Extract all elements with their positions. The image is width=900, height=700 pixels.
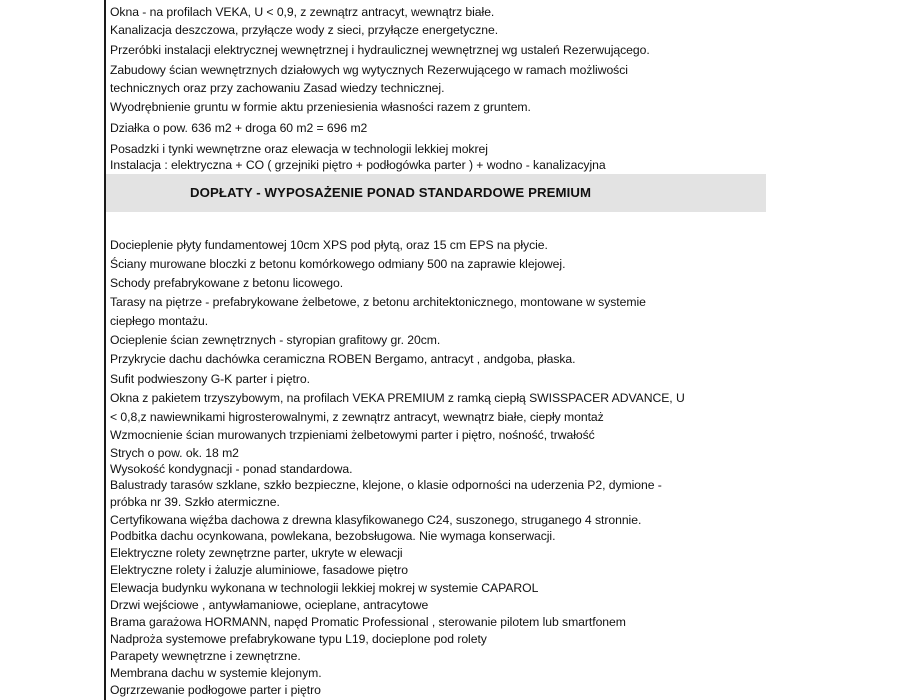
premium-line: Ocieplenie ścian zewnętrznych - styropian grafitowy gr. 20cm. <box>110 333 441 347</box>
top-line: Działka o pow. 636 m2 + droga 60 m2 = 696 m2 <box>110 121 368 135</box>
premium-line: Schody prefabrykowane z betonu licowego. <box>110 276 344 290</box>
premium-line: Membrana dachu w systemie klejonym. <box>110 666 322 680</box>
premium-line: Elewacja budynku wykonana w technologii lekkiej mokrej w systemie CAPAROL <box>110 581 539 595</box>
premium-line: próbka nr 39. Szkło atermiczne. <box>110 495 280 509</box>
top-line: Okna - na profilach VEKA, U < 0,9, z zewnątrz antracyt, wewnątrz białe. <box>110 5 495 19</box>
premium-line: Strych o pow. ok. 18 m2 <box>110 446 239 460</box>
premium-line: Przykrycie dachu dachówka ceramiczna ROBEN Bergamo, antracyt , andgoba, płaska. <box>110 352 576 366</box>
premium-line: Tarasy na piętrze - prefabrykowane żelbetowe, z betonu architektonicznego, montowane w systemie <box>110 295 646 309</box>
top-line: Zabudowy ścian wewnętrznych działowych wg wytycznych Rezerwującego w ramach możliwości <box>110 63 628 77</box>
premium-line: Drzwi wejściowe , antywłamaniowe, ocieplane, antracytowe <box>110 598 429 612</box>
premium-line: Docieplenie płyty fundamentowej 10cm XPS pod płytą, oraz 15 cm EPS na płycie. <box>110 238 548 252</box>
premium-line: Okna z pakietem trzyszybowym, na profilach VEKA PREMIUM z ramką ciepłą SWISSPACER ADVANCE, U <box>110 391 685 405</box>
top-line: Przeróbki instalacji elektrycznej wewnętrznej i hydraulicznej wewnętrznej wg ustaleń Rezerwującego. <box>110 43 650 57</box>
premium-line: Wysokość kondygnacji - ponad standardowa. <box>110 462 353 476</box>
top-line: Kanalizacja deszczowa, przyłącze wody z sieci, przyłącze energetyczne. <box>110 23 499 37</box>
premium-line: Sufit podwieszony G-K parter i piętro. <box>110 372 310 386</box>
top-line: Posadzki i tynki wewnętrzne oraz elewacja w technologii lekkiej mokrej <box>110 142 488 156</box>
left-margin-line <box>104 0 106 578</box>
premium-line: Balustrady tarasów szklane, szkło bezpieczne, klejone, o klasie odporności na uderzenia P2, dymione - <box>110 478 662 492</box>
premium-line: Wzmocnienie ścian murowanych trzpieniami żelbetowymi parter i piętro, nośność, trwałość <box>110 428 595 442</box>
premium-line: Elektryczne rolety i żaluzje aluminiowe, fasadowe piętro <box>110 563 408 577</box>
premium-line: Elektryczne rolety zewnętrzne parter, ukryte w elewacji <box>110 546 403 560</box>
top-line: Instalacja : elektryczna + CO ( grzejniki piętro + podłogówka parter ) + wodno - kanalizacyjna <box>110 158 606 172</box>
top-line: technicznych oraz przy zachowaniu Zasad wiedzy technicznej. <box>110 81 445 95</box>
premium-line: Parapety wewnętrzne i zewnętrzne. <box>110 649 301 663</box>
premium-line: Ogrzrzewanie podłogowe parter i piętro <box>110 683 321 697</box>
premium-line: Certyfikowana więźba dachowa z drewna klasyfikowanego C24, suszonego, struganego 4 stronnie. <box>110 513 642 527</box>
premium-line: ciepłego montażu. <box>110 314 209 328</box>
premium-line: Brama garażowa HORMANN, napęd Promatic Professional , sterowanie pilotem lub smartfonem <box>110 615 626 629</box>
premium-line: Podbitka dachu ocynkowana, powlekana, bezobsługowa. Nie wymaga konserwacji. <box>110 529 556 543</box>
premium-line: Nadproża systemowe prefabrykowane typu L19, docieplone pod rolety <box>110 632 487 646</box>
left-margin-line-lower <box>104 578 106 700</box>
premium-line: < 0,8,z nawiewnikami higrosterowalnymi, z zewnątrz antracyt, wewnątrz białe, ciepły montaż <box>110 410 604 424</box>
premium-line: Ściany murowane bloczki z betonu komórkowego odmiany 500 na zaprawie klejowej. <box>110 257 566 271</box>
section-title: DOPŁATY - WYPOSAŻENIE PONAD STANDARDOWE PREMIUM <box>190 185 592 200</box>
top-line: Wyodrębnienie gruntu w formie aktu przeniesienia własności razem z gruntem. <box>110 100 531 114</box>
